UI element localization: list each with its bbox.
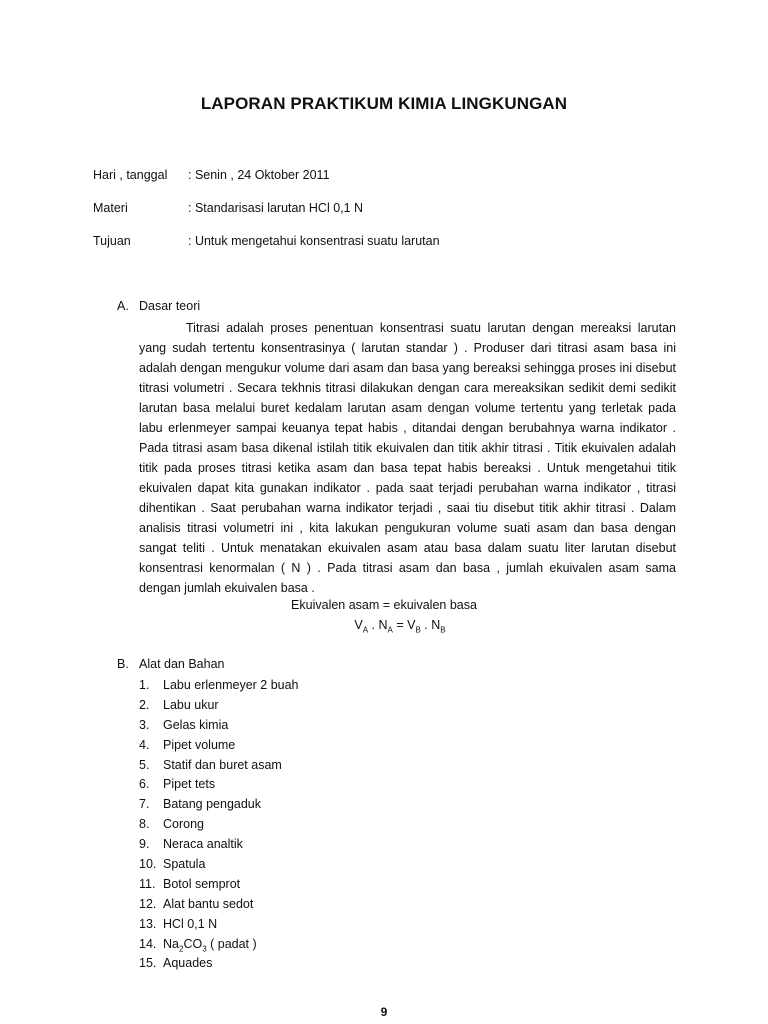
list-item	[139, 875, 299, 895]
list-item-text: Corong	[163, 817, 204, 832]
list-item	[139, 915, 299, 935]
equipment-list	[139, 676, 299, 974]
goal-value: : Untuk mengetahui konsentrasi suatu larutan	[188, 234, 440, 248]
list-item-text: Botol semprot	[163, 876, 241, 891]
section-a-letter: A.	[117, 299, 129, 313]
list-item	[139, 954, 299, 974]
theory-paragraph: Titrasi adalah proses penentuan konsentrasi suatu larutan dengan mereaksi larutan yang sudah tertentu konsentrasinya ( larutan standar ) . Produser dari titrasi asam basa ini adalah dengan mengukur volume dari asam dan basa yang bereaksi sehingga proses ini disebut titrasi volumetri . Secara tekhnis titrasi dilakukan dengan cara mereaksikan sedikit demi sedikit larutan basa melalui buret kedalam larutan asam dengan volume tertentu yang terletak pada labu erlenmeyer sampai keuanya tepat habis , ditandai dengan berubahnya warna indikator . Pada titrasi asam basa dikenal istilah titik ekuivalen dan titik akhir titrasi . Titik ekuivalen adalah titik pada proses titrasi ketika asam dan basa tepat habis bereaksi . Untuk mengetahui titik ekuivalen dapat kita gunakan indikator . pada saat terjadi perubahan warna indikator , titrasi dihentikan . Saat perubahan warna indikator terjadi , saai tiu disebut titik akhir titrasi . Dalam analisis titrasi volumetri ini , kita lakukan pengukuran volume suati asam dan basa dengan sangat teliti . Untuk menatakan ekuivalen asam atau basa dalam suatu liter larutan disebut konsentrasi kenormalan ( N ) . Pada titrasi asam dan basa , jumlah ekuivalen asam sama dengan jumlah ekuivalen basa .	[139, 321, 676, 595]
formula-equation	[0, 618, 768, 635]
section-a-title: Dasar teori	[139, 299, 201, 313]
date-value: : Senin , 24 Oktober 2011	[188, 168, 330, 182]
list-item-number: 5.	[139, 757, 150, 772]
formula-sub: A	[387, 625, 393, 635]
list-item-number: 2.	[139, 697, 150, 712]
section-b-letter: B.	[117, 657, 129, 671]
list-item	[139, 895, 299, 915]
formula-sub: B	[440, 625, 446, 635]
formula-v: V	[354, 618, 363, 632]
material-label: Materi	[93, 201, 128, 215]
report-title: LAPORAN PRAKTIKUM KIMIA LINGKUNGAN	[200, 94, 568, 113]
page-number: 9	[380, 1005, 388, 1019]
list-item	[139, 835, 299, 855]
list-item-number: 3.	[139, 717, 150, 732]
list-item-text: Labu ukur	[163, 697, 219, 712]
list-item	[139, 736, 299, 756]
list-item-text: Pipet volume	[163, 737, 236, 752]
formula-subscript: 3	[202, 944, 207, 954]
list-item	[139, 855, 299, 875]
list-item	[139, 775, 299, 795]
list-item-text: Gelas kimia	[163, 717, 229, 732]
list-item-text: Spatula	[163, 857, 206, 872]
list-item	[139, 756, 299, 776]
list-item	[139, 716, 299, 736]
list-item-text: Alat bantu sedot	[163, 896, 254, 911]
list-item	[139, 815, 299, 835]
goal-label: Tujuan	[93, 234, 131, 248]
formula-n: . N	[368, 618, 388, 632]
list-item-number: 13.	[139, 916, 157, 931]
list-item	[139, 696, 299, 716]
list-item-number: 6.	[139, 777, 150, 792]
formula-sub: A	[362, 625, 369, 635]
list-item-text: Statif dan buret asam	[163, 757, 282, 772]
date-label: Hari , tanggal	[93, 168, 168, 182]
list-item-text: Labu erlenmeyer 2 buah	[163, 678, 299, 692]
list-item-number: 14.	[139, 936, 157, 951]
list-item-number: 8.	[139, 817, 150, 832]
list-item-number: 9.	[139, 837, 150, 852]
list-item-text: Batang pengaduk	[163, 797, 262, 812]
list-item-number: 4.	[139, 737, 150, 752]
list-item-number: 11.	[139, 876, 156, 891]
section-a-heading	[117, 299, 200, 313]
list-item-number: 1.	[139, 678, 150, 692]
section-b-heading	[117, 657, 225, 671]
material-value: : Standarisasi larutan HCl 0,1 N	[188, 201, 364, 215]
formula-n: . N	[420, 618, 441, 632]
list-item	[139, 795, 299, 815]
formula-part: CO	[183, 936, 203, 951]
list-item-text: Aquades	[163, 956, 213, 971]
list-item-number: 12.	[139, 896, 157, 911]
formula-eq: = V	[392, 618, 416, 632]
list-item	[139, 676, 299, 696]
formula-text: Ekuivalen asam = ekuivalen basa	[291, 598, 477, 612]
formula-part: Na	[163, 936, 179, 951]
formula-sub: B	[415, 625, 421, 635]
formula-part: ( padat )	[206, 936, 257, 951]
list-item-text	[163, 936, 257, 954]
list-item-number: 10.	[139, 857, 157, 872]
section-b-title: Alat dan Bahan	[139, 657, 225, 671]
list-item-number: 7.	[139, 797, 150, 812]
list-item-text: Pipet tets	[163, 777, 216, 792]
formula-subscript: 2	[178, 944, 184, 954]
list-item-text: HCl 0,1 N	[163, 916, 218, 931]
list-item-number: 15.	[139, 956, 157, 971]
list-item	[139, 935, 299, 955]
list-item-text: Neraca analtik	[163, 837, 243, 852]
